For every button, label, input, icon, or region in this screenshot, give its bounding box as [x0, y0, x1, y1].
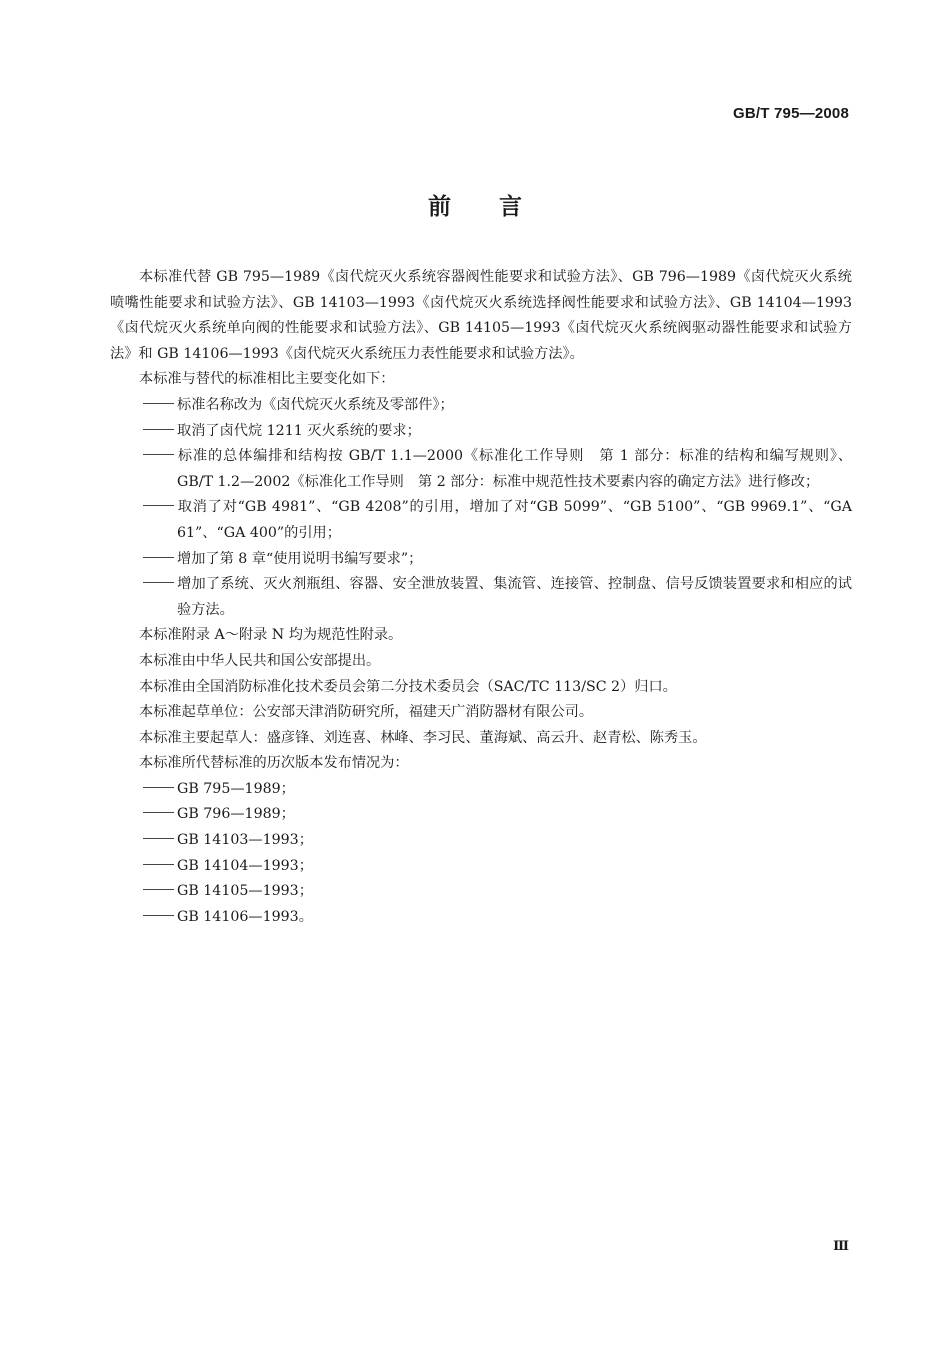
- change-item: 标准名称改为《卤代烷灭火系统及零部件》；: [110, 393, 852, 419]
- page-title: 前言: [428, 194, 570, 220]
- paragraph-annexes: 本标准附录 A～附录 N 均为规范性附录。: [139, 627, 403, 644]
- paragraph-committee: 本标准由全国消防标准化技术委员会第二分技术委员会（SAC/TC 113/SC 2）归口。: [139, 678, 677, 695]
- dash-mark: [139, 860, 177, 870]
- paragraph-replaces: 本标准代替 GB 795—1989《卤代烷灭火系统容器阀性能要求和试验方法》、GB 796—1989《卤代烷灭火系统喷嘴性能要求和试验方法》、GB 14103—1993《卤代烷灭火系统选择阀性能要求和试验方法》、GB 14104—1993《卤代烷灭火系统单向阀的性能要求和试验方法》、GB 14105—1993《卤代烷灭火系统阀驱动器性能要求和试验方法》和 GB 14106—1993《卤代烷灭火系统压力表性能要求和试验方法》。: [110, 269, 852, 362]
- dash-mark: [139, 783, 177, 793]
- history-item: GB 796—1989；: [110, 802, 852, 828]
- paragraph-drafting-units: 本标准起草单位：公安部天津消防研究所，福建天广消防器材有限公司。: [139, 704, 594, 721]
- history-item: GB 14104—1993；: [110, 854, 852, 880]
- dash-mark: [139, 501, 177, 511]
- dash-mark: [139, 834, 177, 844]
- document-body: [110, 265, 852, 930]
- dash-mark: [139, 553, 177, 563]
- page-number: Ⅲ: [833, 1239, 849, 1254]
- paragraph-history-intro: 本标准所代替标准的历次版本发布情况为：: [139, 755, 409, 772]
- dash-mark: [139, 911, 177, 921]
- change-item: 标准的总体编排和结构按 GB/T 1.1—2000《标准化工作导则 第 1 部分：标准的结构和编写规则》、GB/T 1.2—2002《标准化工作导则 第 2 部分：标准中规范性技术要素内容的确定方法》进行修改；: [110, 444, 852, 495]
- document-code: GB/T 795—2008: [733, 105, 849, 122]
- change-item: 增加了第 8 章“使用说明书编写要求”；: [110, 547, 852, 573]
- change-item: 取消了对“GB 4981”、“GB 4208”的引用，增加了对“GB 5099”、“GB 5100”、“GB 9969.1”、“GA 61”、“GA 400”的引用；: [110, 495, 852, 546]
- history-item: GB 14106—1993。: [110, 905, 852, 931]
- history-item: GB 14103—1993；: [110, 828, 852, 854]
- dash-mark: [139, 425, 177, 435]
- paragraph-drafters: 本标准主要起草人：盛彦锋、刘连喜、林峰、李习民、董海斌、高云升、赵青松、陈秀玉。: [139, 729, 707, 746]
- history-item: GB 14105—1993；: [110, 879, 852, 905]
- change-item: 增加了系统、灭火剂瓶组、容器、安全泄放装置、集流管、连接管、控制盘、信号反馈装置要求和相应的试验方法。: [110, 572, 852, 623]
- dash-mark: [139, 808, 177, 818]
- paragraph-proposer: 本标准由中华人民共和国公安部提出。: [139, 652, 381, 669]
- change-item: 取消了卤代烷 1211 灭火系统的要求；: [110, 419, 852, 445]
- dash-mark: [139, 450, 177, 460]
- dash-mark: [139, 578, 177, 588]
- dash-mark: [139, 885, 177, 895]
- dash-mark: [139, 399, 177, 409]
- history-item: GB 795—1989；: [110, 777, 852, 803]
- paragraph-changes-intro: 本标准与替代的标准相比主要变化如下：: [139, 371, 395, 388]
